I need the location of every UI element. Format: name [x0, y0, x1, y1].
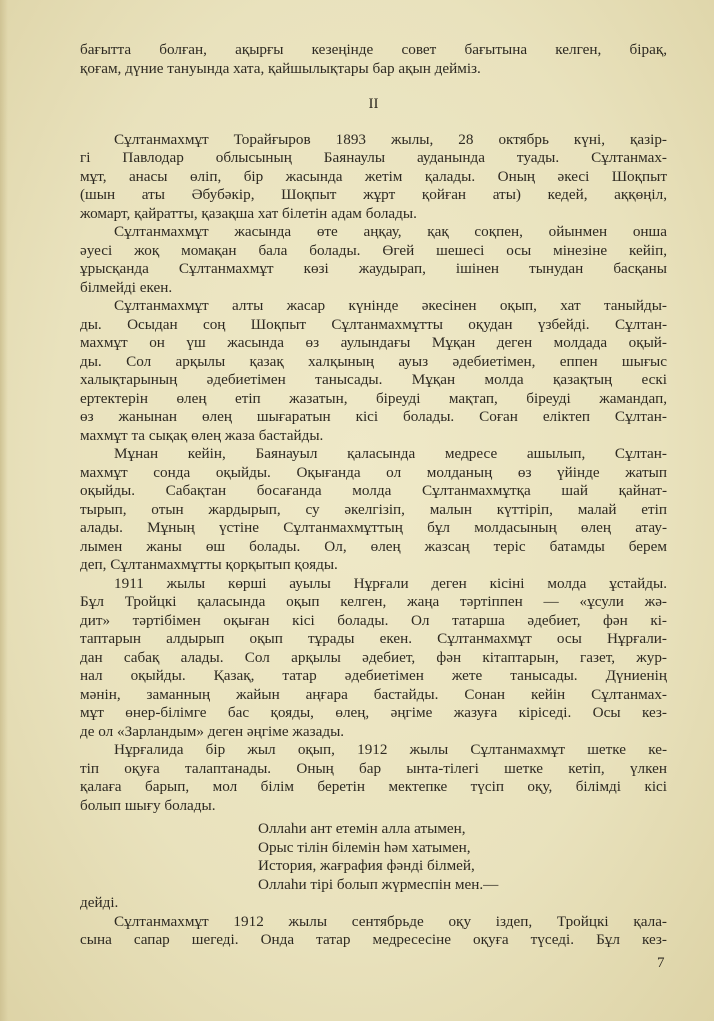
text-line: оқыйды. Сабақтан босағанда молда Сұлтанмахмұтқа шай қайнат- — [80, 482, 667, 499]
text-line: ды. Осыдан соң Шоқпыт Сұлтанмахмұтты оқудан үзбейді. Сұлтан- — [80, 315, 667, 333]
text-line: Мұнан кейін, Баянауыл қаласында медресе ашылып, Сұлтан- — [114, 445, 667, 462]
poem-line: Оллаһи тірі болып жүрмеспін мен.— — [258, 875, 499, 893]
text-line: қоғам, дүние тануында хата, қайшылықтары бар ақын дейміз. — [80, 59, 481, 77]
text-line: алады. Мұның үстіне Сұлтанмахмұттың бұл молдасының өлең атау- — [80, 519, 667, 536]
final-paragraph — [80, 913, 667, 950]
text-line: сына сапар шегеді. Онда татар медресесіне оқуға түседі. Бұл кез- — [80, 931, 667, 948]
text-line: мәнін, заманның жайын аңғара бастайды. Сонан кейін Сұлтанмах- — [80, 685, 667, 703]
text-line: де ол «Зарландым» деген әңгіме жазады. — [80, 722, 345, 740]
text-line: Сұлтанмахмұт жасында өте аңқау, қақ соқпен, ойынмен онша — [114, 223, 667, 240]
text-line: қалаға барып, мол білім беретін мектепке түсіп оқу, білімді кісі — [80, 778, 667, 795]
text-line: дит» тәртібімен оқыған кісі болады. Ол татарша әдебиет, фән кі- — [80, 611, 667, 629]
text-line: мұт, анасы өліп, бір жасында жетім қалады. Оның әкесі Шоқпыт — [80, 167, 667, 185]
text-line: лымен жаны өш болады. Ол, өлең жазсаң теріс батамды берем — [80, 537, 667, 555]
text-line: ды. Сол арқылы қазақ халқының ауыз әдебиетімен, еппен шығыс — [80, 352, 667, 370]
text-line: махмұт та сықақ өлең жаза бастайды. — [80, 426, 324, 444]
text-line: болып шығу болады. — [80, 796, 216, 814]
page-body — [80, 41, 667, 950]
text-line: әуесі жоқ момақан бала болады. Өгей шешесі осы мінезіне кейіп, — [80, 241, 667, 259]
page-edge-shadow — [0, 0, 8, 1021]
text-line: ұрысқанда Сұлтанмахмұт көзі жаудырап, ішінен тынудан басқаны — [80, 260, 667, 277]
text-line: 1911 жылы көрші ауылы Нұрғали деген кісіні молда ұстайды. — [114, 574, 667, 592]
text-line: Сұлтанмахмұт алты жасар күнінде әкесінен оқып, хат таныйды- — [114, 297, 667, 314]
text-line: тырып, отын жардырып, су әкелгізіп, малын күттіріп, малай етіп — [80, 500, 667, 518]
text-line: ертектерін өлең етіп жазатын, біреуді мақтап, біреуді жамандап, — [80, 389, 667, 407]
text-line: Сұлтанмахмұт 1912 жылы сентябрьде оқу іздеп, Тройцкі қала- — [114, 912, 667, 930]
paragraph — [80, 297, 667, 445]
text-line: өз жанынан өлең шығаратын кісі болады. Соған еліктеп Сұлтан- — [80, 408, 667, 425]
text-line: тіп оқуға талаптанады. Оның бар ынта-тілегі шетке кетіп, үлкен — [80, 759, 667, 777]
after-poem-text: дейді. — [80, 894, 119, 911]
text-line: нал оқыйды. Қазақ, татар әдебиетімен жете танысады. Дүниенің — [80, 667, 667, 684]
poem-line: История, жағрафия фәнді білмей, — [258, 857, 475, 874]
text-line: Нұрғалида бір жыл оқып, 1912 жылы Сұлтанмахмұт шетке ке- — [114, 741, 667, 758]
paragraph — [80, 741, 667, 815]
intro-paragraph — [80, 41, 667, 78]
text-line: таптарын алдырып оқып тұрады екен. Сұлтанмахмұт осы Нұрғали- — [80, 630, 667, 647]
text-line: Сұлтанмахмұт Торайғыров 1893 жылы, 28 октябрь күні, қазір- — [114, 130, 667, 148]
text-line: дан сабақ алады. Сол арқылы әдебиет, фән кітаптарын, газет, жур- — [80, 648, 667, 666]
text-line: бағытта болған, ақырғы кезеңінде совет бағытына келген, бірақ, — [80, 41, 667, 58]
paragraph — [80, 445, 667, 575]
text-line: махмұт сонда оқыйды. Оқығанда ол молданың өз үйінде жатып — [80, 463, 667, 481]
text-line: гі Павлодар облысының Баянаулы ауданында туады. Сұлтанмах- — [80, 149, 667, 166]
text-line: Бұл Тройцкі қаласында оқып келген, жаңа тәртіппен — «ұсули жә- — [80, 593, 667, 610]
paragraph — [80, 223, 667, 297]
paragraphs — [80, 131, 667, 816]
paragraph — [80, 131, 667, 224]
text-line: махмұт он үш жасында өз аулындағы Мұқан деген молдада оқый- — [80, 334, 667, 351]
text-line: деп, Сұлтанмахмұтты қорқытып қояды. — [80, 556, 338, 573]
poem-line: Орыс тілін білемін һәм хатымен, — [258, 838, 471, 856]
section-heading: II — [368, 96, 379, 112]
page-number: 7 — [657, 955, 665, 971]
text-line: мұт өнер-білімге бас қояды, өлең, әңгіме жазуға кіріседі. Осы кез- — [80, 704, 667, 721]
text-line: жомарт, қайратты, қазақша хат білетін адам болады. — [80, 204, 417, 222]
text-line: халықтарының әдебиетімен танысады. Мұқан молда қазақтың ескі — [80, 371, 667, 388]
poem-line: Оллаһи ант етемін алла атымен, — [258, 820, 466, 837]
text-line: білмейді екен. — [80, 278, 173, 296]
text-line: (шын аты Әбубәкір, Шоқпыт жұрт қойған аты) кедей, аққөңіл, — [80, 186, 667, 203]
poem-quote — [80, 820, 667, 894]
paragraph — [80, 575, 667, 742]
